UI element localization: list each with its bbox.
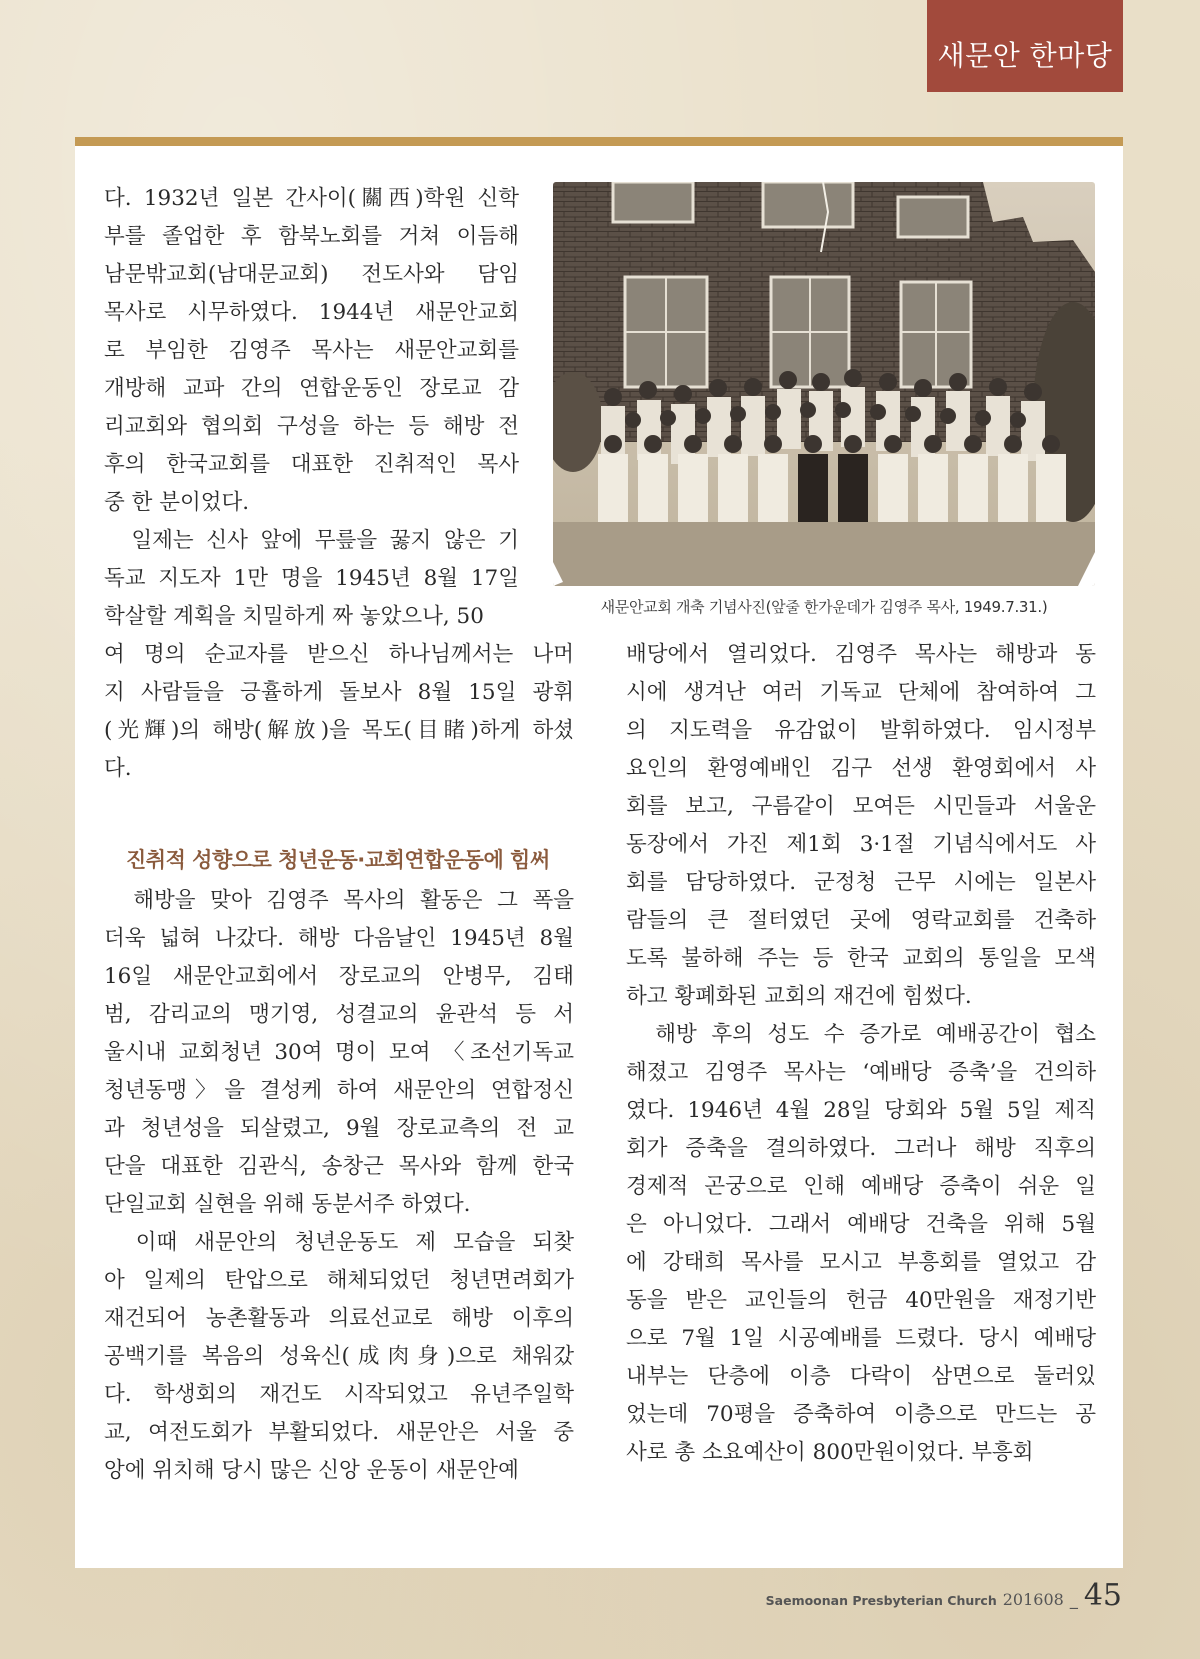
text-line: 배당에서 열리었다. 김영주 목사는 해방과 동	[626, 642, 1096, 667]
text-line: 목사로 시무하였다. 1944년 새문안교회	[104, 300, 519, 325]
text-line: 더욱 넓혀 나갔다. 해방 다음날인 1945년 8월	[104, 926, 574, 951]
text-line: 청년동맹〉을 결성케 하여 새문안의 연합정신	[104, 1078, 574, 1103]
right-column	[626, 636, 1096, 1472]
text-line: 경제적 곤궁으로 인해 예배당 증축이 쉬운 일	[626, 1174, 1096, 1199]
text-line: 회가 증축을 결의하였다. 그러나 해방 직후의	[626, 1136, 1096, 1161]
page-footer	[766, 1578, 1122, 1613]
text-line: 남문밖교회(남대문교회) 전도사와 담임	[104, 262, 519, 287]
text-line: 지 사람들을 긍휼하게 돌보사 8월 15일 광휘	[104, 680, 574, 705]
text-line: 울시내 교회청년 30여 명이 모여 〈조선기독교	[104, 1040, 574, 1065]
left-column-bottom-b	[104, 882, 574, 1490]
text-line: 부를 졸업한 후 함북노회를 거쳐 이듬해	[104, 224, 519, 249]
text-line: 과 청년성을 되살렸고, 9월 장로교측의 전 교	[104, 1116, 574, 1141]
text-line: 었는데 70평을 증축하여 이층으로 만드는 공	[626, 1402, 1096, 1427]
text-line: 공백기를 복음의 성육신(成肉身)으로 채워갔	[104, 1344, 574, 1369]
text-line: 리교회와 협의회 구성을 하는 등 해방 전	[104, 414, 519, 439]
page-number: 45	[1083, 1578, 1122, 1613]
text-line: 로 부임한 김영주 목사는 새문안교회를	[104, 338, 519, 363]
text-line: 독교 지도자 1만 명을 1945년 8월 17일	[104, 566, 519, 591]
text-line: 단일교회 실현을 위해 동분서주 하였다.	[104, 1192, 471, 1217]
text-line: 으로 7월 1일 시공예배를 드렸다. 당시 예배당	[626, 1326, 1096, 1351]
footer-separator: _	[1069, 1590, 1078, 1609]
text-line: 다.	[104, 756, 132, 781]
text-line: 해졌고 김영주 목사는 ‘예배당 증축’을 건의하	[626, 1060, 1096, 1085]
text-line: 시에 생겨난 여러 기독교 단체에 참여하여 그	[626, 680, 1096, 705]
left-column-bottom-a	[104, 636, 574, 788]
group-photo	[553, 182, 1095, 586]
text-line: 일제는 신사 앞에 무릎을 꿇지 않은 기	[104, 528, 519, 553]
footer-date: 201608	[1002, 1590, 1064, 1609]
text-line: 은 아니었다. 그래서 예배당 건축을 위해 5월	[626, 1212, 1096, 1237]
text-line: 도록 불하해 주는 등 한국 교회의 통일을 모색	[626, 946, 1096, 971]
text-line: 학살할 계획을 치밀하게 짜 놓았으나, 50	[104, 604, 484, 629]
text-line: 다. 1932년 일본 간사이(關西)학원 신학	[104, 186, 519, 211]
text-line: 범, 감리교의 맹기영, 성결교의 윤관석 등 서	[104, 1002, 574, 1027]
text-line: 내부는 단층에 이층 다락이 삼면으로 둘러있	[626, 1364, 1096, 1389]
text-line: 교, 여전도회가 부활되었다. 새문안은 서울 중	[104, 1420, 574, 1445]
text-line: 후의 한국교회를 대표한 진취적인 목사	[104, 452, 519, 477]
text-line: (光輝)의 해방(解放)을 목도(目睹)하게 하셨	[104, 718, 574, 743]
text-line: 단을 대표한 김관식, 송창근 목사와 함께 한국	[104, 1154, 574, 1179]
text-line: 해방 후의 성도 수 증가로 예배공간이 협소	[626, 1022, 1096, 1047]
text-line: 여 명의 순교자를 받으신 하나님께서는 나머	[104, 642, 574, 667]
text-line: 동을 받은 교인들의 헌금 40만원을 재정기반	[626, 1288, 1096, 1313]
text-line: 다. 학생회의 재건도 시작되었고 유년주일학	[104, 1382, 574, 1407]
text-line: 람들의 큰 절터였던 곳에 영락교회를 건축하	[626, 908, 1096, 933]
text-line: 였다. 1946년 4월 28일 당회와 5월 5일 제직	[626, 1098, 1096, 1123]
text-line: 회를 담당하였다. 군정청 근무 시에는 일본사	[626, 870, 1096, 895]
text-line: 중 한 분이었다.	[104, 490, 250, 515]
text-line: 하고 황폐화된 교회의 재건에 힘썼다.	[626, 984, 972, 1009]
text-line: 아 일제의 탄압으로 해체되었던 청년면려회가	[104, 1268, 574, 1293]
text-line: 동장에서 가진 제1회 3·1절 기념식에서도 사	[626, 832, 1096, 857]
text-line: 앙에 위치해 당시 많은 신앙 운동이 새문안예	[104, 1458, 519, 1483]
text-line: 재건되어 농촌활동과 의료선교로 해방 이후의	[104, 1306, 574, 1331]
text-line: 의 지도력을 유감없이 발휘하였다. 임시정부	[626, 718, 1096, 743]
text-line: 16일 새문안교회에서 장로교의 안병무, 김태	[104, 964, 574, 989]
text-line: 개방해 교파 간의 연합운동인 장로교 감	[104, 376, 519, 401]
text-line: 회를 보고, 구름같이 모여든 시민들과 서울운	[626, 794, 1096, 819]
text-line: 에 강태희 목사를 모시고 부흥회를 열었고 감	[626, 1250, 1096, 1275]
footer-org: Saemoonan Presbyterian Church	[765, 1593, 997, 1608]
left-column-top	[104, 180, 519, 636]
text-line: 요인의 환영예배인 김구 선생 환영회에서 사	[626, 756, 1096, 781]
header-rule	[75, 137, 1123, 146]
text-line: 이때 새문안의 청년운동도 제 모습을 되찾	[104, 1230, 574, 1255]
section-tab: 새문안 한마당	[927, 0, 1123, 92]
photo-caption: 새문안교회 개축 기념사진(앞줄 한가운데가 김영주 목사, 1949.7.31.)	[600, 598, 1048, 616]
text-line: 해방을 맞아 김영주 목사의 활동은 그 폭을	[104, 888, 574, 913]
text-line: 사로 총 소요예산이 800만원이었다. 부흥회	[626, 1440, 1034, 1465]
section-heading: 진취적 성향으로 청년운동·교회연합운동에 힘써	[126, 848, 550, 872]
